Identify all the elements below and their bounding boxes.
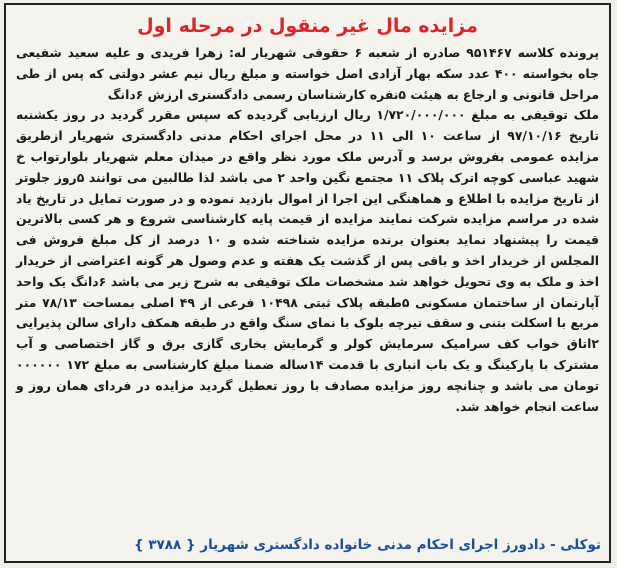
notice-title: مزایده مال غیر منقول در مرحله اول <box>137 15 478 37</box>
notice-footer <box>14 535 601 555</box>
signatory: توکلی - دادورز اجرای احکام مدنی خانواده دادگستری شهریار <box>200 537 601 553</box>
notice-body <box>16 43 599 417</box>
notice-paragraph-2: ملک توقیفی به مبلغ ۱/۷۲۰/۰۰۰/۰۰۰ ریال ارزیابی گردیده که سپس مقرر گردید در روز یکشنبه تاریخ ۹۷/۱۰/۱۶ از ساعت ۱۰ الی ۱۱ در محل اجرای احکام مدنی دادگستری شهریار ازطریق مزایده عمومی بفروش برسد و آدرس ملک مورد نظر واقع در میدان معلم شهریار بلوارتواب خ شهید عباسی کوچه اترک پلاک ۱۱ مجتمع نگین واحد ۲ می باشد لذا طالبین می توانند ۵روز جلوتر از تاریخ مزایده با اطلاع و هماهنگی این اجرا از اموال بازدید نموده و در صورت تمایل در تاریخ یاد شده در مراسم مزایده شرکت نمایند مزایده از قیمت پایه کارشناسی شروع و هر کسی بالاترین قیمت را پیشنهاد نماید بعنوان برنده مزایده شناخته شده و ۱۰ درصد از کل مبلغ فروش فی المجلس از خریدار اخذ و باقی پس از گذشت یک هفته و عدم وصول هر گونه اعتراضی از خریدار اخذ و ملک به وی تحویل خواهد شد مشخصات ملک توقیفی به شرح زیر می باشد ۶دانگ یک واحد آپارتمان از ساختمان مسکونی ۵طبقه پلاک ثبتی ۱۰۴۹۸ فرعی از ۴۹ اصلی بمساحت ۷۸/۱۳ متر مربع با اسکلت بتنی و سقف تیرچه بلوک با نمای سنگ واقع در طبقه همکف دارای سالن پذیرایی ۲اتاق خواب کف سرامیک سرمایش کولر و گرمایش بخاری گازی برق و گاز اختصاصی و آب مشترک با پارکینگ و یک باب انباری با قدمت ۱۴ساله ضمنا مبلغ کارشناسی به مبلغ ۱۷۲ ۰۰۰۰۰۰ تومان می باشد و چنانچه روز مزایده مصادف با روز تعطیل گردید مزایده در فردای همان روز و ساعت انجام خواهد شد. <box>16 107 600 414</box>
notice-paragraph-1: پرونده کلاسه ۹۵۱۴۶۷ صادره از شعبه ۶ حقوقی شهریار له: زهرا فریدی و علیه سعید شفیعی جاه بخواسته ۴۰۰ عدد سکه بهار آزادی اصل خواسته و مبلغ ریال نیم عشر دولتی که پس از طی مراحل قانونی و ارجاع به هیئت ۵نفره کارشناسان رسمی دادگستری ارزش ۶دانگ <box>16 45 599 102</box>
reference-code: { ۳۷۸۸ } <box>134 537 196 553</box>
legal-notice <box>4 3 611 563</box>
